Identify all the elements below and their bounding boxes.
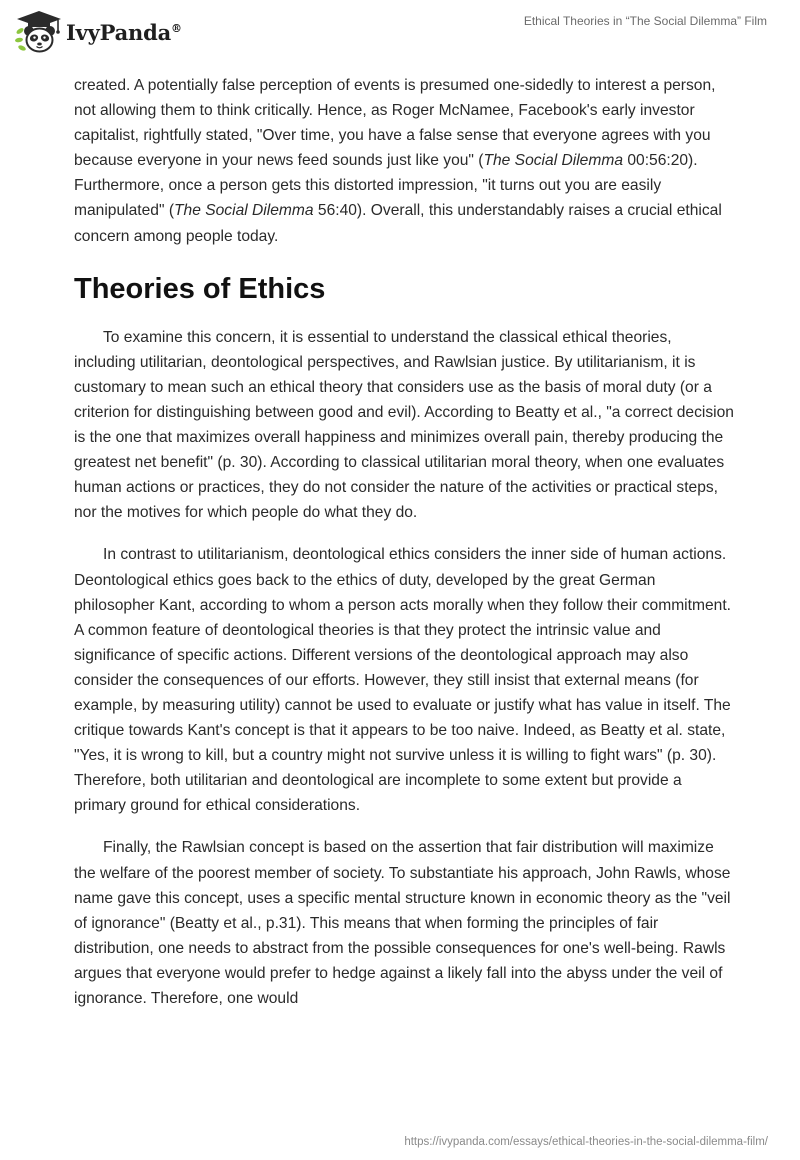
section-heading: Theories of Ethics <box>74 272 326 305</box>
paragraph-deontology: In contrast to utilitarianism, deontological ethics considers the inner side of human actions. Deontological ethics goes back to the ethics of duty, developed by the great German philosopher Kant, according to whom a person acts morally when they follow their commitment. A common feature of deontological theories is that they protect the intrinsic value and significance of specific actions. Different versions of the deontological approach may also consider the consequences of our efforts. However, they still insist that external means (for example, by measuring utility) cannot be used to evaluate or justify what has value in itself. The critique towards Kant's concept is that it appears to be too naive. Indeed, as Beatty et al. state, "Yes, it is wrong to kill, but a country might not survive unless it is willing to fight wars" (p. 30). Therefore, both utilitarian and deontological are incomplete to some extent but provide a primary ground for ethical considerations. <box>74 546 731 815</box>
logo-text: IvyPanda <box>66 19 172 45</box>
paragraph-text: created. A potentially false perception of events is presumed one-sidedly to interest a person, not allowing them to think critically. Hence, as Roger McNamee, Facebook's early investor capitalist, rightfully stated, "Over time, you have a false sense that everyone agrees with you because everyone in your news feed sounds just like you" ( <box>74 77 716 170</box>
page-header <box>0 0 800 70</box>
registered-mark: ® <box>171 21 182 35</box>
logo-wordmark <box>66 20 182 45</box>
document-title: Ethical Theories in “The Social Dilemma” Film <box>523 14 767 28</box>
film-title-citation: The Social Dilemma <box>483 152 624 170</box>
source-url[interactable]: https://ivypanda.com/essays/ethical-theories-in-the-social-dilemma-film/ <box>404 1136 768 1148</box>
film-title-citation: The Social Dilemma <box>174 202 314 220</box>
ivypanda-logo[interactable] <box>14 9 182 55</box>
paragraph-continuation <box>74 73 734 249</box>
paragraph-rawlsian: Finally, the Rawlsian concept is based on the assertion that fair distribution will maximize the welfare of the poorest member of society. To substantiate his approach, John Rawls, whose name gave this concept, uses a specific mental structure known in economic theory as the "veil of ignorance" (Beatty et al., p.31). This means that when forming the principles of fair distribution, one needs to abstract from the possible consequences for one's well-being. Rawls argues that everyone would prefer to hedge against a likely fall into the abyss under the veil of ignorance. Therefore, one would <box>74 839 731 1007</box>
paragraph-text: 00:56:20). Furthermore, once a person gets this distorted impression, "it turns out you are easily manipulated" ( <box>74 152 698 220</box>
essay-content <box>74 70 734 1011</box>
paragraph-utilitarianism: To examine this concern, it is essential to understand the classical ethical theories, including utilitarian, deontological perspectives, and Rawlsian justice. By utilitarianism, it is customary to mean such an ethical theory that considers use as the basis of moral duty (or a criterion for distinguishing between good and evil). According to Beatty et al., "a correct decision is the one that maximizes overall happiness and minimizes overall pain, thereby producing the greatest net benefit" (p. 30). According to classical utilitarian moral theory, when one evaluates human actions or practices, they do not consider the nature of the activities or practical steps, nor the motives for which people do what they do. <box>74 328 734 522</box>
paragraph-text: 56:40). Overall, this understandably raises a crucial ethical concern among people today. <box>74 202 722 245</box>
panda-logo-icon <box>14 9 64 55</box>
